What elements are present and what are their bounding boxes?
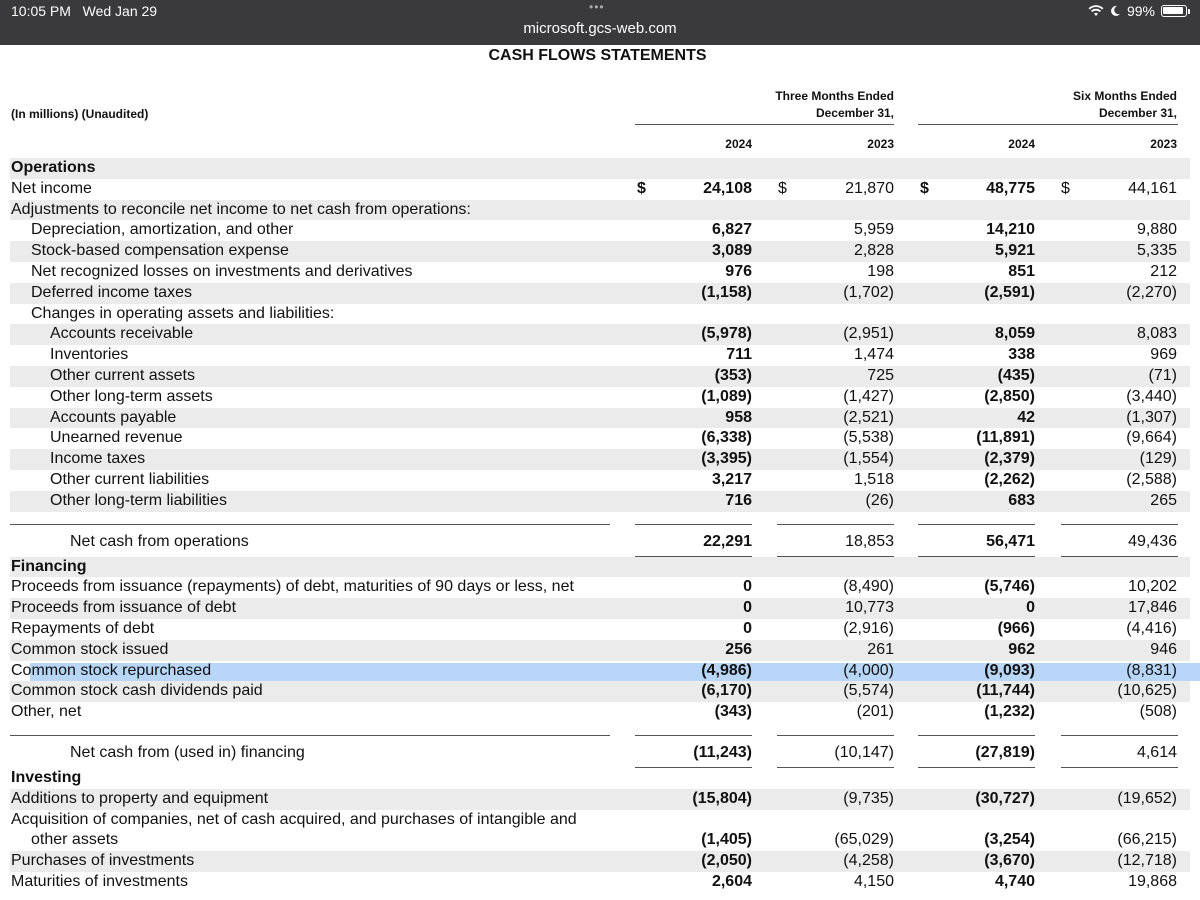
value-cell: (71) xyxy=(1148,366,1177,384)
table-row xyxy=(0,449,1200,470)
value-cell: (10,625) xyxy=(1117,682,1177,700)
value-cell: 4,614 xyxy=(1136,743,1177,761)
value-cell: 3,217 xyxy=(711,470,752,488)
value-cell: 5,959 xyxy=(853,221,894,239)
value-cell: 21,870 xyxy=(845,179,894,197)
value-cell: (5,746) xyxy=(984,578,1035,596)
table-row xyxy=(0,428,1200,449)
three-months-date: December 31, xyxy=(815,106,894,120)
value-cell: 3,089 xyxy=(711,242,752,260)
total-top-rule xyxy=(918,524,1035,525)
value-cell: (3,440) xyxy=(1126,387,1177,405)
table-row xyxy=(0,345,1200,366)
value-cell: (19,652) xyxy=(1117,789,1177,807)
address-bar[interactable]: microsoft.gcs-web.com xyxy=(523,20,677,37)
three-months-rule xyxy=(635,124,894,125)
value-cell: (6,170) xyxy=(701,682,752,700)
value-cell: 946 xyxy=(1150,640,1177,658)
value-cell: (66,215) xyxy=(1117,831,1177,849)
value-cell: (15,804) xyxy=(692,789,752,807)
row-label: Unearned revenue xyxy=(50,429,183,447)
value-cell: 0 xyxy=(743,599,752,617)
value-cell: 725 xyxy=(867,366,894,384)
six-months-rule xyxy=(918,124,1178,125)
currency-symbol: $ xyxy=(920,179,929,197)
six-months-heading: Six Months Ended xyxy=(1072,89,1177,103)
value-cell: (4,258) xyxy=(843,852,894,870)
value-cell: 711 xyxy=(726,346,752,364)
value-cell: 256 xyxy=(725,640,752,658)
value-cell: 17,846 xyxy=(1128,599,1177,617)
row-label-continuation: other assets xyxy=(31,831,119,849)
value-cell: (201) xyxy=(856,703,894,721)
row-label: Inventories xyxy=(50,346,129,364)
table-row xyxy=(0,304,1200,325)
value-cell: (12,718) xyxy=(1117,852,1177,870)
value-cell: (9,664) xyxy=(1126,429,1177,447)
table-row xyxy=(0,789,1200,810)
row-label: Income taxes xyxy=(50,450,146,468)
row-label: Stock-based compensation expense xyxy=(31,242,289,260)
value-cell: (11,243) xyxy=(693,743,752,761)
table-row xyxy=(0,387,1200,408)
row-label: Proceeds from issuance of debt xyxy=(11,599,237,617)
value-cell: 1,518 xyxy=(853,470,894,488)
row-label: Net recognized losses on investments and derivatives xyxy=(31,262,413,280)
status-clock: 10:05 PM xyxy=(11,3,71,19)
row-label: Repayments of debt xyxy=(11,619,155,637)
value-cell: 851 xyxy=(1008,262,1035,280)
value-cell: (8,831) xyxy=(1126,661,1177,679)
value-cell: 18,853 xyxy=(845,532,894,550)
value-cell: 10,773 xyxy=(845,599,894,617)
table-row xyxy=(0,220,1200,241)
value-cell: 8,083 xyxy=(1136,325,1177,343)
value-cell: 1,474 xyxy=(853,346,894,364)
value-cell: (2,050) xyxy=(701,852,752,870)
value-cell: (2,262) xyxy=(984,470,1035,488)
value-cell: 0 xyxy=(743,578,752,596)
value-cell: (2,951) xyxy=(843,325,894,343)
table-row xyxy=(0,810,1200,852)
cash-flow-table xyxy=(0,158,1200,893)
value-cell: 212 xyxy=(1150,262,1177,280)
value-cell: 9,880 xyxy=(1136,221,1177,239)
value-cell: 261 xyxy=(867,640,894,658)
table-row xyxy=(0,661,1200,682)
table-row xyxy=(0,681,1200,702)
page-title: CASH FLOWS STATEMENTS xyxy=(488,47,707,64)
table-row xyxy=(0,366,1200,387)
total-top-rule xyxy=(777,524,894,525)
value-cell: (1,427) xyxy=(843,387,894,405)
row-label: Purchases of investments xyxy=(11,852,195,870)
value-cell: (3,395) xyxy=(701,450,752,468)
value-cell: (11,891) xyxy=(976,429,1035,447)
row-label: Other, net xyxy=(11,703,82,721)
value-cell: (9,735) xyxy=(843,789,894,807)
three-months-heading: Three Months Ended xyxy=(775,89,894,103)
row-label: Maturities of investments xyxy=(11,872,188,890)
row-label: Other long-term assets xyxy=(50,387,213,405)
table-row xyxy=(0,598,1200,619)
value-cell: 14,210 xyxy=(986,221,1035,239)
table-row xyxy=(0,200,1200,221)
col-header-3m-2024: 2024 xyxy=(725,137,752,151)
table-row xyxy=(0,640,1200,661)
total-top-rule xyxy=(635,735,752,736)
row-label: Depreciation, amortization, and other xyxy=(31,221,294,239)
status-date: Wed Jan 29 xyxy=(82,3,158,19)
row-label: Accounts receivable xyxy=(50,325,194,343)
value-cell: (5,978) xyxy=(701,325,752,343)
value-cell: (27,819) xyxy=(975,743,1035,761)
value-cell: 56,471 xyxy=(986,532,1035,550)
value-cell: 716 xyxy=(725,491,752,509)
value-cell: (4,416) xyxy=(1126,619,1177,637)
value-cell: (5,538) xyxy=(843,429,894,447)
table-row xyxy=(0,470,1200,491)
table-row xyxy=(0,283,1200,304)
value-cell: (1,232) xyxy=(984,703,1035,721)
value-cell: 8,059 xyxy=(994,325,1035,343)
value-cell: (2,270) xyxy=(1126,283,1177,301)
col-header-3m-2023: 2023 xyxy=(867,137,894,151)
value-cell: (10,147) xyxy=(834,743,894,761)
value-cell: (2,521) xyxy=(843,408,894,426)
value-cell: 5,921 xyxy=(994,242,1035,260)
label-top-rule xyxy=(10,735,610,736)
status-time xyxy=(11,3,157,19)
value-cell: (353) xyxy=(714,366,752,384)
row-label: Other long-term liabilities xyxy=(50,491,227,509)
value-cell: (65,029) xyxy=(834,831,894,849)
value-cell: (2,916) xyxy=(843,619,894,637)
table-row xyxy=(0,324,1200,345)
value-cell: 44,161 xyxy=(1128,179,1177,197)
value-cell: 19,868 xyxy=(1128,872,1177,890)
wifi-icon xyxy=(1088,5,1104,17)
value-cell: (6,338) xyxy=(701,429,752,447)
value-cell: (508) xyxy=(1139,703,1177,721)
value-cell: (1,554) xyxy=(843,450,894,468)
section-heading xyxy=(0,158,1200,179)
row-label: Changes in operating assets and liabilities: xyxy=(31,304,335,322)
row-label: Deferred income taxes xyxy=(31,283,192,301)
status-indicators xyxy=(1088,3,1190,19)
value-cell: 4,740 xyxy=(994,872,1035,890)
row-label: Financing xyxy=(11,557,87,575)
value-cell: 22,291 xyxy=(703,532,752,550)
row-label: Net cash from (used in) financing xyxy=(70,743,305,761)
col-header-6m-2023: 2023 xyxy=(1150,137,1177,151)
value-cell: 2,828 xyxy=(853,242,894,260)
value-cell: (1,702) xyxy=(843,283,894,301)
col-header-6m-2024: 2024 xyxy=(1008,137,1035,151)
value-cell: 42 xyxy=(1017,408,1035,426)
value-cell: 5,335 xyxy=(1136,242,1177,260)
total-row xyxy=(0,524,1200,557)
value-cell: 6,827 xyxy=(711,221,752,239)
value-cell: (8,490) xyxy=(843,578,894,596)
value-cell: 10,202 xyxy=(1128,578,1177,596)
value-cell: 962 xyxy=(1008,640,1035,658)
currency-symbol: $ xyxy=(1061,179,1070,197)
value-cell: 265 xyxy=(1150,491,1177,509)
value-cell: (5,574) xyxy=(843,682,894,700)
value-cell: (3,254) xyxy=(984,831,1035,849)
total-top-rule xyxy=(1061,524,1178,525)
tab-overview-dots[interactable]: ••• xyxy=(589,0,605,14)
row-label: Common stock repurchased xyxy=(11,661,212,679)
value-cell: (966) xyxy=(997,619,1035,637)
table-row xyxy=(0,619,1200,640)
total-top-rule xyxy=(918,735,1035,736)
row-spacer xyxy=(0,512,1200,524)
value-cell: 2,604 xyxy=(711,872,752,890)
value-cell: 48,775 xyxy=(986,179,1035,197)
currency-symbol: $ xyxy=(637,179,646,197)
total-row xyxy=(0,735,1200,768)
value-cell: (2,588) xyxy=(1126,470,1177,488)
value-cell: (1,307) xyxy=(1126,408,1177,426)
row-label: Common stock cash dividends paid xyxy=(11,682,263,700)
units-note: (In millions) (Unaudited) xyxy=(11,107,149,121)
value-cell: (435) xyxy=(997,366,1035,384)
table-row xyxy=(0,851,1200,872)
value-cell: 683 xyxy=(1008,491,1035,509)
table-row xyxy=(0,577,1200,598)
value-cell: (26) xyxy=(865,491,894,509)
value-cell: (4,000) xyxy=(843,661,894,679)
label-top-rule xyxy=(10,524,610,525)
value-cell: 969 xyxy=(1150,346,1177,364)
row-label: Other current liabilities xyxy=(50,470,210,488)
row-label: Operations xyxy=(11,159,96,176)
row-label: Proceeds from issuance (repayments) of debt, maturities of 90 days or less, net xyxy=(11,578,574,596)
table-row xyxy=(0,702,1200,723)
value-cell: (343) xyxy=(714,703,752,721)
row-label: Other current assets xyxy=(50,366,195,384)
value-cell: (2,850) xyxy=(984,387,1035,405)
value-cell: (30,727) xyxy=(975,789,1035,807)
table-row xyxy=(0,491,1200,512)
value-cell: (129) xyxy=(1139,450,1177,468)
table-row xyxy=(0,872,1200,893)
total-top-rule xyxy=(777,735,894,736)
value-cell: (1,158) xyxy=(701,283,752,301)
value-cell: 338 xyxy=(1008,346,1035,364)
value-cell: 198 xyxy=(867,262,894,280)
battery-icon xyxy=(1161,5,1187,17)
value-cell: (2,591) xyxy=(984,283,1035,301)
value-cell: (1,089) xyxy=(701,387,752,405)
value-cell: (9,093) xyxy=(984,661,1035,679)
table-row xyxy=(0,262,1200,283)
value-cell: 976 xyxy=(725,262,752,280)
value-cell: (1,405) xyxy=(701,831,752,849)
value-cell: 0 xyxy=(1026,599,1035,617)
value-cell: 24,108 xyxy=(703,179,752,197)
moon-icon xyxy=(1110,5,1121,17)
value-cell: (11,744) xyxy=(976,682,1035,700)
total-top-rule xyxy=(635,524,752,525)
value-cell: 49,436 xyxy=(1128,532,1177,550)
row-spacer xyxy=(0,723,1200,735)
value-cell: (4,986) xyxy=(701,661,752,679)
row-label: Accounts payable xyxy=(50,408,177,426)
row-label: Acquisition of companies, net of cash acquired, and purchases of intangible and xyxy=(11,810,577,828)
value-cell: (3,670) xyxy=(984,852,1035,870)
row-label: Investing xyxy=(11,768,82,786)
total-top-rule xyxy=(1061,735,1178,736)
value-cell: 4,150 xyxy=(853,872,894,890)
row-label: Adjustments to reconcile net income to net cash from operations: xyxy=(11,200,471,218)
table-row xyxy=(0,241,1200,262)
value-cell: 958 xyxy=(725,408,752,426)
browser-top-bar xyxy=(0,0,1200,45)
table-row xyxy=(0,179,1200,200)
section-heading xyxy=(0,768,1200,789)
value-cell: 0 xyxy=(743,619,752,637)
row-label: Net cash from operations xyxy=(70,532,249,550)
value-cell: (2,379) xyxy=(984,450,1035,468)
row-label: Common stock issued xyxy=(11,640,169,658)
battery-percent: 99% xyxy=(1126,3,1155,19)
table-row xyxy=(0,408,1200,429)
row-label: Additions to property and equipment xyxy=(11,789,269,807)
currency-symbol: $ xyxy=(778,179,787,197)
section-heading xyxy=(0,557,1200,578)
six-months-date: December 31, xyxy=(1098,106,1177,120)
row-label: Net income xyxy=(11,179,92,197)
